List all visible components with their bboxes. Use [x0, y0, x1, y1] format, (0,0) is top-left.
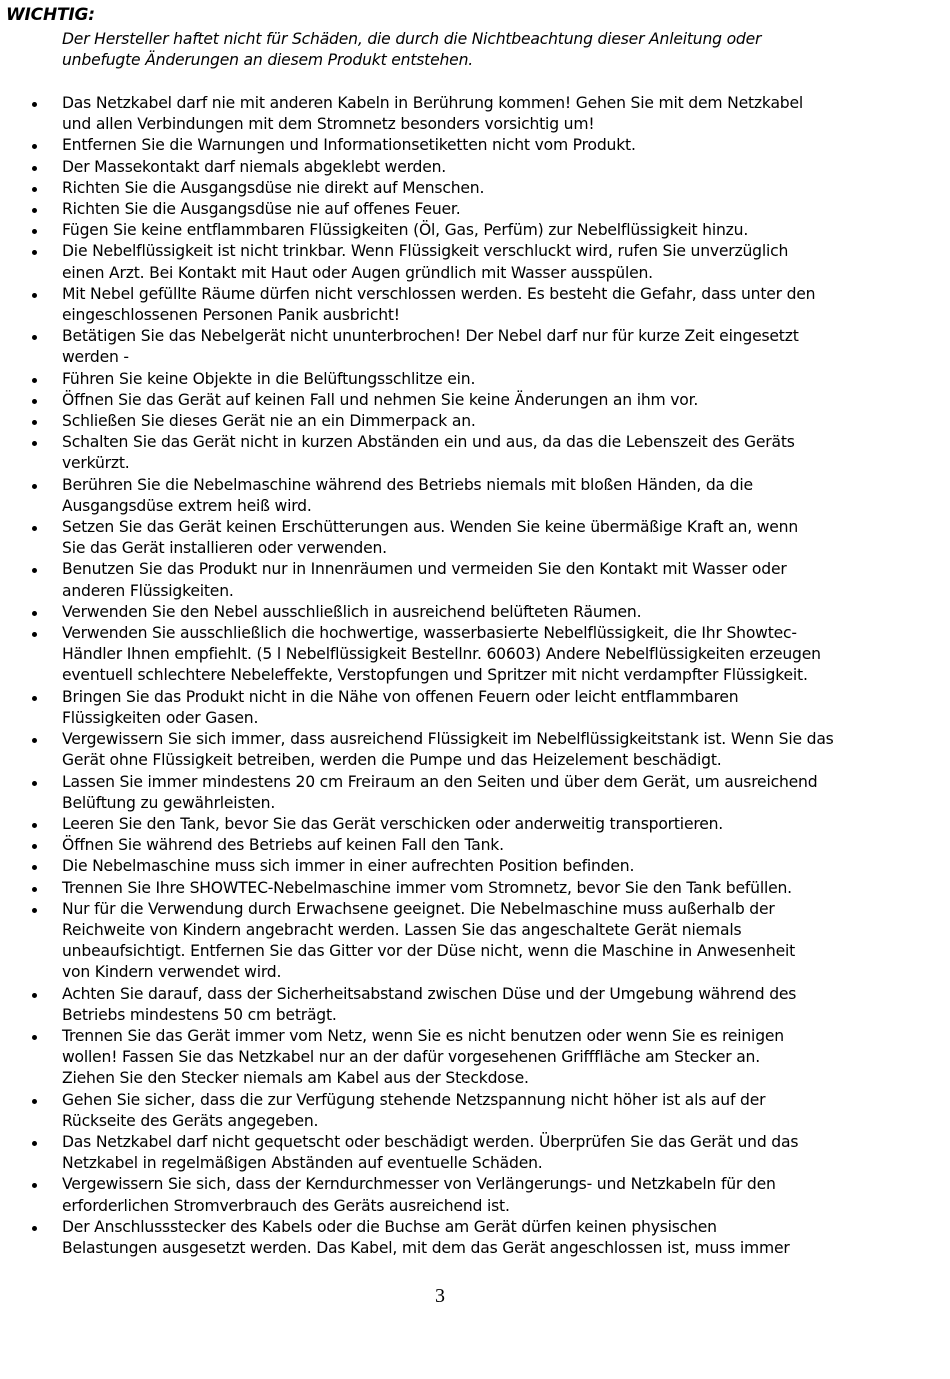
- safety-instruction-text: Benutzen Sie das Produkt nur in Innenräumen und vermeiden Sie den Kontakt mit Wasser oder anderen Flüssigkeiten.: [62, 560, 787, 600]
- safety-instruction-text: Gehen Sie sicher, dass die zur Verfügung stehende Netzspannung nicht höher ist als auf der Rückseite des Geräts angegeben.: [62, 1090, 766, 1130]
- safety-instruction-item: [0, 623, 884, 687]
- safety-instruction-text: Trennen Sie das Gerät immer vom Netz, wenn Sie es nicht benutzen oder wenn Sie es reinigen wollen! Fassen Sie das Netzkabel nur an der dafür vorgesehenen Grifffläche am Stecker an. Ziehen Sie den Stecker niemals am Kabel aus der Steckdose.: [62, 1026, 784, 1088]
- safety-instruction-item: [0, 729, 884, 771]
- safety-instruction-text: Öffnen Sie das Gerät auf keinen Fall und nehmen Sie keine Änderungen an ihm vor.: [62, 390, 699, 409]
- safety-instruction-text: Führen Sie keine Objekte in die Belüftungsschlitze ein.: [62, 369, 476, 388]
- safety-instruction-text: Vergewissern Sie sich, dass der Kerndurchmesser von Verlängerungs- und Netzkabeln für den erforderlichen Stromverbrauch des Geräts ausreichend ist.: [62, 1175, 776, 1215]
- safety-instruction-text: Verwenden Sie den Nebel ausschließlich in ausreichend belüfteten Räumen.: [62, 602, 642, 621]
- bullet-dot-icon: [32, 144, 37, 149]
- bullet-dot-icon: [32, 420, 37, 425]
- bullet-dot-icon: [32, 887, 37, 892]
- bullet-dot-icon: [32, 844, 37, 849]
- safety-instruction-item: [0, 984, 884, 1026]
- safety-instruction-item: [0, 135, 884, 156]
- safety-instruction-item: [0, 390, 884, 411]
- safety-instruction-item: [0, 772, 884, 814]
- safety-instruction-text: Die Nebelmaschine muss sich immer in einer aufrechten Position befinden.: [62, 857, 635, 876]
- bullet-dot-icon: [32, 166, 37, 171]
- bullet-dot-icon: [32, 250, 37, 255]
- safety-instruction-item: [0, 284, 884, 326]
- safety-instruction-text: Setzen Sie das Gerät keinen Erschütterungen aus. Wenden Sie keine übermäßige Kraft an, wenn Sie das Gerät installieren oder verwenden.: [62, 518, 799, 558]
- bullet-dot-icon: [32, 378, 37, 383]
- safety-instruction-item: [0, 602, 884, 623]
- bullet-dot-icon: [32, 1099, 37, 1104]
- safety-instruction-text: Lassen Sie immer mindestens 20 cm Freiraum an den Seiten und über dem Gerät, um ausreichend Belüftung zu gewährleisten.: [62, 772, 818, 812]
- safety-instruction-text: Öffnen Sie während des Betriebs auf keinen Fall den Tank.: [62, 836, 504, 855]
- bullet-dot-icon: [32, 908, 37, 913]
- bullet-dot-icon: [32, 335, 37, 340]
- safety-instruction-text: Vergewissern Sie sich immer, dass ausreichend Flüssigkeit im Nebelflüssigkeitstank ist. Wenn Sie das Gerät ohne Flüssigkeit betreiben, werden die Pumpe und das Heizelement beschädigt.: [62, 730, 834, 770]
- safety-instruction-text: Fügen Sie keine entflammbaren Flüssigkeiten (Öl, Gas, Perfüm) zur Nebelflüssigkeit hinzu.: [62, 221, 749, 240]
- safety-instruction-text: Richten Sie die Ausgangsdüse nie auf offenes Feuer.: [62, 200, 461, 219]
- safety-instruction-item: [0, 835, 884, 856]
- safety-instruction-item: [0, 899, 884, 984]
- safety-instruction-text: Berühren Sie die Nebelmaschine während des Betriebs niemals mit bloßen Händen, da die Ausgangsdüse extrem heiß wird.: [62, 475, 753, 515]
- safety-instruction-item: [0, 1174, 884, 1216]
- safety-instruction-text: Mit Nebel gefüllte Räume dürfen nicht verschlossen werden. Es besteht die Gefahr, dass unter den eingeschlossenen Personen Panik ausbricht!: [62, 284, 816, 325]
- bullet-dot-icon: [32, 696, 37, 701]
- safety-instruction-text: Betätigen Sie das Nebelgerät nicht ununterbrochen! Der Nebel darf nur für kurze Zeit eingesetzt werden -: [62, 327, 799, 367]
- bullet-dot-icon: [32, 993, 37, 998]
- safety-instruction-item: [0, 1217, 884, 1259]
- bullet-dot-icon: [32, 484, 37, 489]
- safety-instructions-list: [0, 93, 950, 1259]
- bullet-dot-icon: [32, 229, 37, 234]
- safety-instruction-item: [0, 687, 884, 729]
- safety-instruction-text: Leeren Sie den Tank, bevor Sie das Gerät verschicken oder anderweitig transportieren.: [62, 814, 724, 833]
- bullet-dot-icon: [32, 781, 37, 786]
- safety-instruction-item: [0, 326, 884, 368]
- bullet-dot-icon: [32, 187, 37, 192]
- safety-instruction-text: Bringen Sie das Produkt nicht in die Nähe von offenen Feuern oder leicht entflammbaren Flüssigkeiten oder Gasen.: [62, 687, 739, 727]
- bullet-dot-icon: [32, 399, 37, 404]
- safety-instruction-item: [0, 93, 884, 135]
- bullet-dot-icon: [32, 102, 37, 107]
- safety-instruction-item: [0, 1026, 884, 1090]
- safety-instruction-text: Entfernen Sie die Warnungen und Informationsetiketten nicht vom Produkt.: [62, 136, 636, 155]
- safety-instruction-text: Der Massekontakt darf niemals abgeklebt werden.: [62, 157, 447, 176]
- liability-disclaimer: Der Hersteller haftet nicht für Schäden, die durch die Nichtbeachtung dieser Anleitung oder unbefugte Änderungen an diesem Produkt entstehen.: [62, 30, 762, 70]
- bullet-dot-icon: [32, 568, 37, 573]
- safety-instruction-text: Trennen Sie Ihre SHOWTEC-Nebelmaschine immer vom Stromnetz, bevor Sie den Tank befüllen.: [62, 878, 792, 897]
- safety-instruction-item: [0, 157, 884, 178]
- bullet-dot-icon: [32, 293, 37, 298]
- bullet-dot-icon: [32, 441, 37, 446]
- safety-instruction-item: [0, 878, 884, 899]
- safety-instruction-text: Das Netzkabel darf nie mit anderen Kabeln in Berührung kommen! Gehen Sie mit dem Netzkabel und allen Verbindungen mit dem Stromnetz besonders vorsichtig um!: [62, 94, 804, 134]
- safety-instruction-item: [0, 220, 884, 241]
- safety-instruction-item: [0, 814, 884, 835]
- safety-instruction-item: [0, 432, 884, 474]
- bullet-dot-icon: [32, 1226, 37, 1231]
- bullet-dot-icon: [32, 823, 37, 828]
- safety-instruction-text: Der Anschlussstecker des Kabels oder die Buchse am Gerät dürfen keinen physischen Belastungen ausgesetzt werden. Das Kabel, mit dem das Gerät angeschlossen ist, muss immer: [62, 1217, 790, 1257]
- bullet-dot-icon: [32, 1035, 37, 1040]
- bullet-dot-icon: [32, 526, 37, 531]
- safety-instruction-item: [0, 856, 884, 877]
- safety-instruction-item: [0, 1090, 884, 1132]
- bullet-dot-icon: [32, 738, 37, 743]
- safety-instruction-text: Schalten Sie das Gerät nicht in kurzen Abständen ein und aus, da das die Lebenszeit des Geräts verkürzt.: [62, 433, 795, 473]
- safety-instruction-text: Die Nebelflüssigkeit ist nicht trinkbar. Wenn Flüssigkeit verschluckt wird, rufen Sie unverzüglich einen Arzt. Bei Kontakt mit Haut oder Augen gründlich mit Wasser ausspülen.: [62, 242, 789, 282]
- safety-instruction-item: [0, 475, 884, 517]
- bullet-dot-icon: [32, 1183, 37, 1188]
- safety-instruction-item: [0, 517, 884, 559]
- safety-instruction-text: Nur für die Verwendung durch Erwachsene geeignet. Die Nebelmaschine muss außerhalb der Reichweite von Kindern angebracht werden. Lassen Sie das angeschaltete Gerät niemals unbeaufsichtigt. Entfernen Sie das Gitter vor der Düse nicht, wenn die Maschine in Anwesenheit von Kindern verwendet wird.: [62, 899, 796, 982]
- page-number: 3: [435, 1285, 445, 1307]
- safety-instruction-item: [0, 199, 884, 220]
- warning-heading: WICHTIG:: [6, 5, 95, 25]
- safety-instruction-text: Das Netzkabel darf nicht gequetscht oder beschädigt werden. Überprüfen Sie das Gerät und das Netzkabel in regelmäßigen Abständen auf eventuelle Schäden.: [62, 1132, 799, 1173]
- bullet-dot-icon: [32, 611, 37, 616]
- safety-instruction-item: [0, 559, 884, 601]
- safety-instruction-text: Schließen Sie dieses Gerät nie an ein Dimmerpack an.: [62, 412, 476, 431]
- bullet-dot-icon: [32, 865, 37, 870]
- safety-instruction-item: [0, 241, 884, 283]
- safety-instruction-text: Richten Sie die Ausgangsdüse nie direkt auf Menschen.: [62, 178, 485, 197]
- safety-instruction-item: [0, 178, 884, 199]
- bullet-dot-icon: [32, 208, 37, 213]
- safety-instruction-text: Achten Sie darauf, dass der Sicherheitsabstand zwischen Düse und der Umgebung während des Betriebs mindestens 50 cm beträgt.: [62, 984, 797, 1024]
- safety-instruction-item: [0, 1132, 884, 1174]
- bullet-dot-icon: [32, 632, 37, 637]
- safety-instruction-item: [0, 369, 884, 390]
- safety-instruction-item: [0, 411, 884, 432]
- safety-instruction-text: Verwenden Sie ausschließlich die hochwertige, wasserbasierte Nebelflüssigkeit, die Ihr Showtec- Händler Ihnen empfiehlt. (5 l Nebelflüssigkeit Bestellnr. 60603) Andere Nebelflüssigkeiten erzeugen eventuell schlechtere Nebeleffekte, Verstopfungen und Spritzer mit nicht verdampfter Flüssigkeit.: [62, 624, 821, 685]
- bullet-dot-icon: [32, 1141, 37, 1146]
